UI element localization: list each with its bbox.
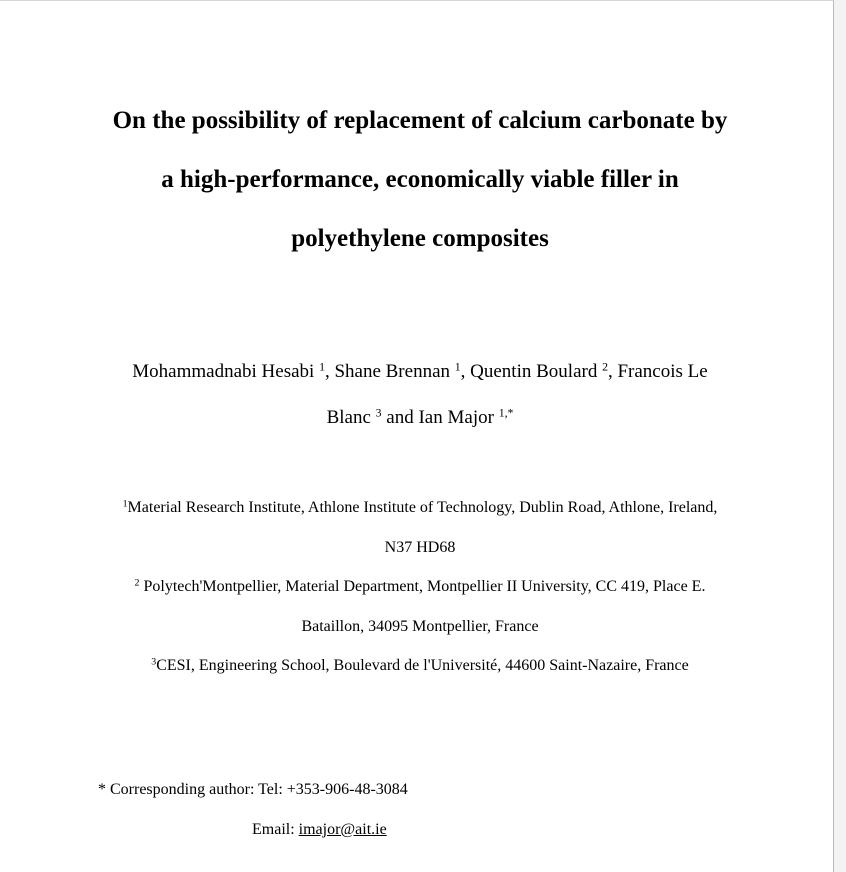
email-link[interactable]: imajor@ait.ie — [298, 821, 387, 838]
title-line-3: polyethylene composites — [291, 225, 549, 252]
affiliation-1-line-2: N37 HD68 — [384, 539, 456, 556]
author-major-affil: 1,* — [498, 406, 514, 420]
affiliation-2-line-2: Bataillon, 34095 Montpellier, France — [301, 618, 539, 635]
affiliation-1-line-1 — [0, 498, 840, 518]
affiliation-3-text: CESI, Engineering School, Boulevard de l'Université, 44600 Saint-Nazaire, France — [156, 657, 689, 674]
author-hesabi: Mohammadnabi Hesabi — [132, 361, 315, 382]
author-line-1 — [0, 360, 840, 384]
affiliation-3-marker: 3 — [151, 656, 157, 668]
author-major: and Ian Major — [381, 407, 494, 428]
author-brennan: , Shane Brennan — [324, 361, 451, 382]
viewer-gutter — [834, 0, 846, 872]
author-line-2 — [0, 406, 840, 430]
affiliation-2-line-1 — [0, 577, 840, 597]
author-boulard-affil: 2 — [602, 360, 608, 374]
affiliation-2-marker: 2 — [134, 577, 140, 589]
affiliation-1-text: Material Research Institute, Athlone Institute of Technology, Dublin Road, Athlone, Ireland, — [127, 499, 718, 516]
title-line-2: a high-performance, economically viable filler in — [161, 166, 679, 193]
corresponding-author: * Corresponding author: Tel: +353-906-48-3084 — [98, 781, 408, 798]
affiliation-2-text: Polytech'Montpellier, Material Department, Montpellier II University, CC 419, Place E. — [139, 578, 706, 595]
author-boulard: , Quentin Boulard — [460, 361, 598, 382]
author-le-blanc-part1: , Francois Le — [607, 361, 708, 382]
author-le-blanc-affil: 3 — [375, 406, 382, 420]
email-label: Email: — [252, 821, 299, 838]
author-brennan-affil: 1 — [454, 360, 461, 374]
affiliation-3-line-1 — [0, 656, 840, 676]
corresponding-email-line — [252, 820, 387, 840]
title-line-1: On the possibility of replacement of calcium carbonate by — [112, 107, 728, 134]
author-le-blanc-part2: Blanc — [326, 407, 371, 428]
author-hesabi-affil: 1 — [319, 360, 325, 374]
affiliation-1-marker: 1 — [122, 498, 128, 510]
